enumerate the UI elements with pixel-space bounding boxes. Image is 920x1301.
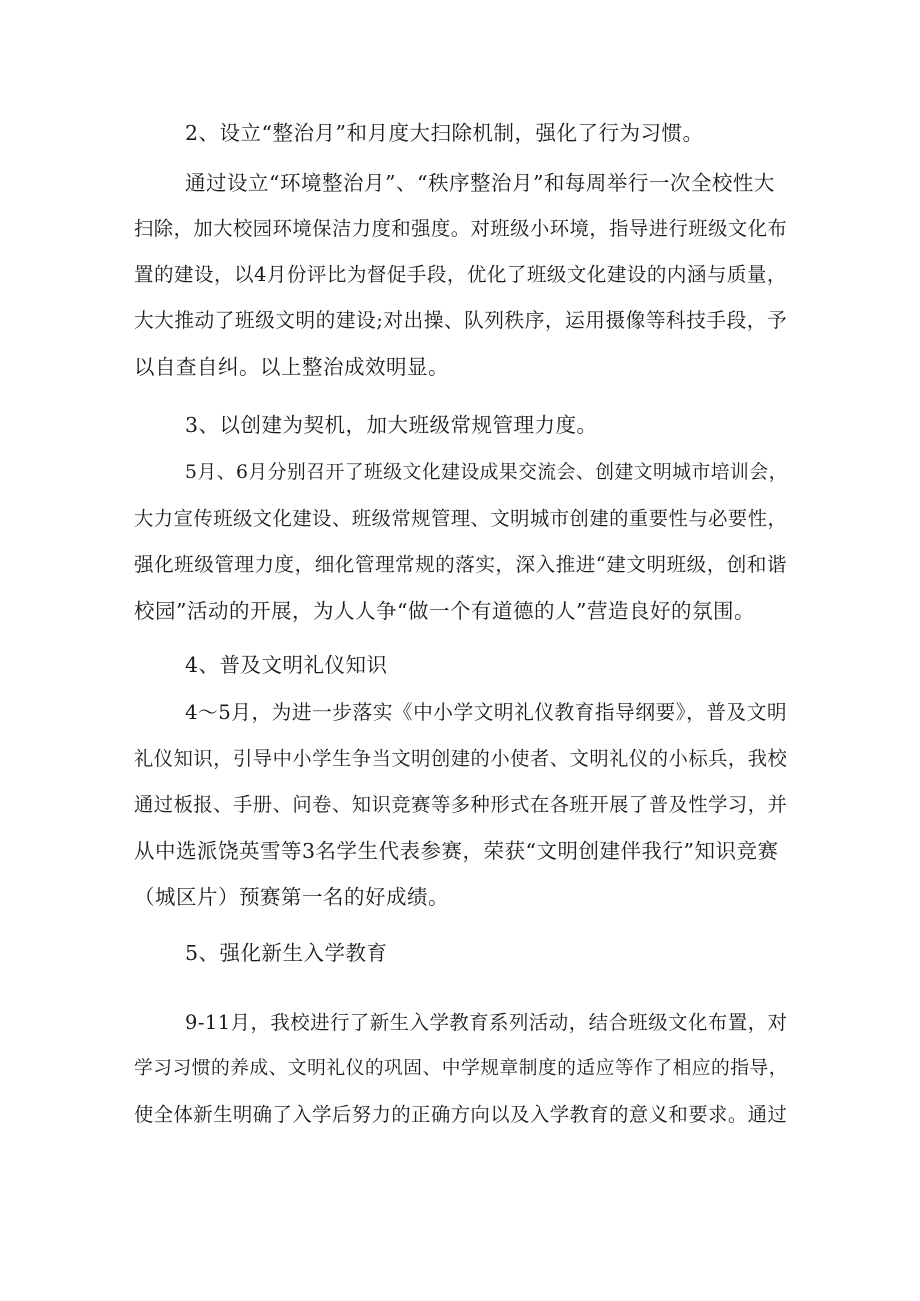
paragraph-line: 9-11月，我校进行了新生入学教育系列活动，结合班级文化布置，对 [185,1011,788,1034]
section-3-body [134,450,790,634]
paragraph-line: 从中选派饶英雪等3名学生代表参赛，荣获“文明创建伴我行”知识竞赛 [134,839,779,863]
section-5-body [134,1000,790,1138]
paragraph-line: 通过板报、手册、问卷、知识竞赛等多种形式在各班开展了普及性学习，并 [134,793,788,816]
paragraph-line: 强化班级管理力度，细化管理常规的落实，深入推进“建文明班级，创和谐 [134,553,788,576]
paragraph-line: 大大推动了班级文明的建设;对出操、队列秩序，运用摄像等科技手段，予 [134,309,788,332]
section-4-body [134,690,790,920]
paragraph-line: 5月、6月分别召开了班级文化建设成果交流会、创建文明城市培训会， [185,462,788,483]
paragraph-line: 校园”活动的开展，为人人争“做一个有道德的人”营造良好的氛围。 [134,599,755,623]
paragraph-line: 使全体新生明确了入学后努力的正确方向以及入学教育的意义和要求。通过 [134,1103,788,1126]
section-4 [134,642,790,688]
paragraph-line: 学习习惯的养成、文明礼仪的巩固、中学规章制度的适应等作了相应的指导， [134,1058,788,1079]
paragraph-line: 4～5月，为进一步落实《中小学文明礼仪教育指导纲要》，普及文明 [185,701,788,724]
section-2-body [134,160,790,390]
section-2 [134,110,790,156]
paragraph-line: 通过设立“环境整治月”、“秩序整治月”和每周举行一次全校性大 [185,171,775,195]
paragraph-line: 以自查自纠。以上整治成效明显。 [134,355,449,379]
paragraph-line: 大力宣传班级文化建设、班级常规管理、文明城市创建的重要性与必要性， [134,507,788,530]
section-3 [134,402,790,448]
section-heading: 2、设立“整治月”和月度大扫除机制，强化了行为习惯。 [185,121,704,145]
section-5 [134,930,790,976]
paragraph-line: （城区片）预赛第一名的好成绩。 [134,885,449,909]
section-heading: 3、以创建为契机，加大班级常规管理力度。 [185,413,598,437]
paragraph-line: 礼仪知识，引导中小学生争当文明创建的小使者、文明礼仪的小标兵，我校 [134,747,788,770]
paragraph-line: 置的建设，以4月份评比为督促手段，优化了班级文化建设的内涵与质量， [134,263,787,286]
paragraph-line: 扫除，加大校园环境保洁力度和强度。对班级小环境，指导进行班级文化布 [134,217,788,240]
section-heading: 4、普及文明礼仪知识 [185,653,388,677]
section-heading: 5、强化新生入学教育 [185,941,388,965]
